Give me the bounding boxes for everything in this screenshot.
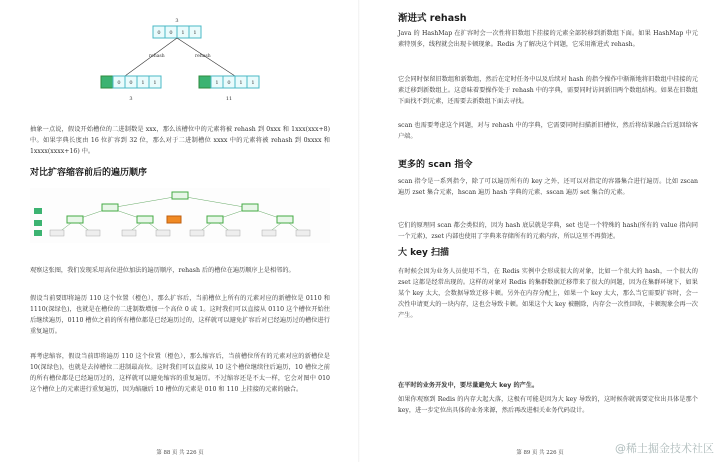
right-page-footer: 第 89 页 共 226 页 [516,450,564,456]
top-cell: 0 [157,30,161,36]
heading-more-scan: 更多的 scan 指令 [398,160,473,170]
left-paragraph-1: 抽象一点说，假设开始槽位的二进制数是 xxx，那么该槽位中的元素将被 rehash 到 0xxx 和 1xxx(xxx+8) 中。如果字典长度由 16 位扩容到 32 位，那么对于二进制槽位 xxxx 中的元素将被 rehash 到 0xxxx 和 1xxxx(xxxx+16) 中。 [30,126,330,155]
heading-progressive-rehash: 渐进式 rehash [398,13,467,24]
top-cell: 1 [193,30,197,36]
right-paragraph-6: 有时候会因为业务人员使用不当，在 Redis 实例中会形成很大的对象，比如一个很大的 hash，一个很大的 zset 这都是经常出现的。这样的对象对 Redis 的集群数据迁移带来了很大的问题，因为在集群环境下，如果某个 key 太大，会数据导致迁移卡顿。另外在内存分配上，如果一个 key 太大，那么当它需要扩容时，会一次性申请更大的一块内存，这也会导致卡顿。如果这个大 key 被删除，内存会一次性回收，卡顿现象会再一次产生。 [398,268,698,319]
bottom-left-cell: 0 [129,80,133,86]
left-paragraph-4: 再考虑缩容，假设当前即将遍历 110 这个位置（橙色），那么缩容后，当前槽位所有的元素对应的新槽位是 10(深绿色)，也就是去掉槽位二进制最高位。这时我们可以直接从 10 这个槽位继续往后遍历，10 槽位之前的所有槽位都是已经遍历过的，这样就可以避免缩容的重复遍历。不过缩容还是不太一样，它会对图中 010 这个槽位上的元素进行重复遍历，因为缩融后 10 槽位的元素是 010 和 110 上挂接的元素的融合。 [30,353,330,393]
watermark: @稀土掘金技术社区 [615,442,714,455]
bottom-right-cell: 0 [227,80,231,86]
right-bold-line: 在平时的业务开发中，要尽量避免大 key 的产生。 [398,382,539,389]
bottom-left-label: 3 [129,96,133,102]
right-page [360,0,720,462]
left-page-footer: 第 88 页 共 226 页 [156,450,204,456]
left-paragraph-2: 观察这张图，我们发现采用高位进位加法的遍历顺序，rehash 后的槽位在遍历顺序上是相邻的。 [30,267,295,274]
right-paragraph-5: 它们的原理同 scan 都会类似的，因为 hash 底层就是字典，set 也是一个特殊的 hash(所有的 value 指向同一个元素)，zset 内部也使用了字典来存储所有的元素内容，所以这里不再赘述。 [398,222,698,240]
diagram-top-label: 3 [175,18,179,24]
rehash-label: rehash [195,54,211,59]
left-heading: 对比扩容缩容前后的遍历顺序 [30,168,148,178]
traversal-tree-diagram [30,188,330,243]
left-paragraph-3: 假设当前要即将遍历 110 这个位置（橙色），那么扩容后，当前槽位上所有的元素对应的新槽位是 0110 和 1110(深绿色)，也就是在槽位的二进制数增加一个高位 0 或 1。这时我们可以直接从 0110 这个槽位开始往后继续遍历，0110 槽位之前的所有槽位都是已经遍历过的，这样就可以避免扩容后对已经遍历过的槽位进行重复遍历。 [30,295,330,335]
top-cell: 0 [169,30,173,36]
top-cell: 1 [181,30,185,36]
bottom-right-label: 11 [225,96,233,102]
bottom-left-cell: 1 [153,80,157,86]
bottom-left-cell: 1 [141,80,145,86]
rehash-label: rehash [149,54,165,59]
rehash-diagram [95,14,265,106]
bottom-right-cell: 1 [239,80,243,86]
right-paragraph-2: 它会同时保留旧数组和新数组，然后在定时任务中以及后续对 hash 的指令操作中渐渐地将旧数组中挂接的元素迁移到新数组上。这意味着要操作处于 rehash 中的字典，需要同时访问新旧两个数组结构。如果在旧数组下面找不到元素，还需要去新数组下面去寻找。 [398,76,698,105]
right-paragraph-7: 如果你观察到 Redis 的内存大起大落，这极有可能是因为大 key 导致的，这时候你就需要定位出具体是那个 key，进一步定位出具体的业务来源，然后再改进相关业务代码设计。 [398,396,698,414]
right-paragraph-1: Java 的 HashMap 在扩容时会一次性将旧数组下挂接的元素全部转移到新数组下面。如果 HashMap 中元素特别多，线程就会出现卡顿现象。Redis 为了解决这个问题，它采用渐进式 rehash。 [398,30,698,48]
bottom-left-cell: 0 [117,80,121,86]
heading-big-key: 大 key 扫描 [398,248,449,258]
right-paragraph-4: scan 指令是一系列指令，除了可以遍历所有的 key 之外，还可以对指定的容器集合进行遍历。比如 zscan 遍历 zset 集合元素，hscan 遍历 hash 字典的元素、sscan 遍历 set 集合的元素。 [398,178,698,196]
right-paragraph-3: scan 也需要考虑这个问题，对与 rehash 中的字典，它需要同时扫描新旧槽位，然后将结果融合后返回给客户端。 [398,122,698,140]
bottom-right-cell: 1 [215,80,219,86]
bottom-right-cell: 1 [251,80,255,86]
